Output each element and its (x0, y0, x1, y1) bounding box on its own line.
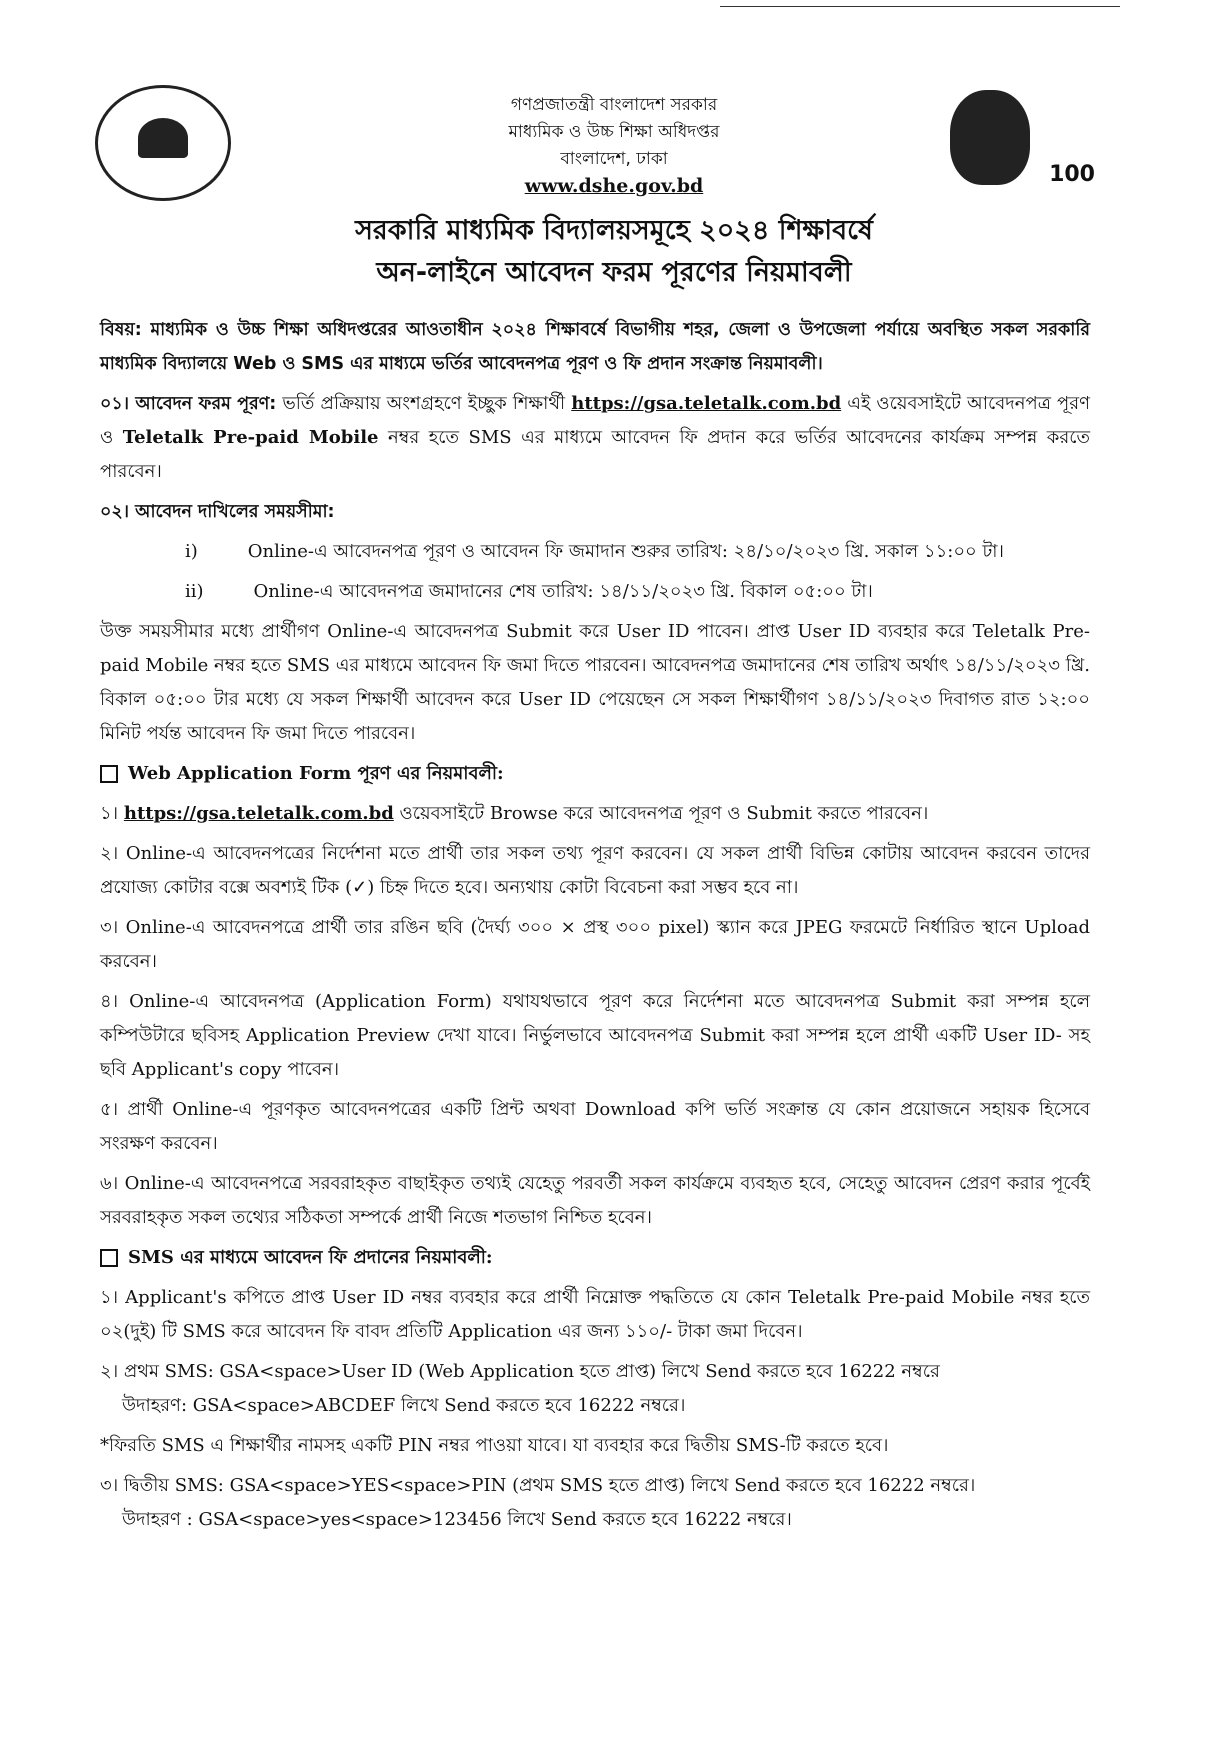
sms-heading-text: SMS এর মাধ্যমে আবেদন ফি প্রদানের নিয়মাবলী: (128, 1247, 493, 1268)
title-line-2: অন-লাইনে আবেদন ফরম পূরণের নিয়মাবলী (376, 257, 852, 288)
web-item (100, 911, 1090, 979)
letterhead (0, 92, 1228, 200)
item-text: Online-এ আবেদনপত্রে সরবরাহকৃত বাছাইকৃত তথ্যই যেহেতু পরবর্তী সকল কার্যক্রমে ব্যবহৃত হবে, সেহেতু আবেদন প্রেরণ করার পূর্বেই সরবরাহকৃত সকল তথ্যের সঠিকতা সম্পর্কে প্রার্থী নিজে শতভাগ নিশ্চিত হবেন। (100, 1173, 1090, 1228)
web-heading-text: Web Application Form পূরণ এর নিয়মাবলী: (128, 763, 504, 784)
section-1-text-2: এই ওয়েবসাইটে আবেদনপত্র পূরণ ও (100, 393, 1090, 448)
section-1-text: ভর্তি প্রক্রিয়ায় অংশগ্রহণে ইচ্ছুক শিক্ষার্থী (282, 393, 566, 414)
mujib-100-logo: 100 (925, 85, 1095, 195)
section-1-label: ০১। আবেদন ফরম পূরণ: (100, 394, 277, 414)
section-2-label: ০২। আবেদন দাখিলের সময়সীমা: (100, 502, 335, 522)
title-line-1: সরকারি মাধ্যমিক বিদ্যালয়সমূহে ২০২৪ শিক্ষাবর্ষে (355, 215, 873, 246)
item-num: ১। (100, 803, 119, 824)
item-text: Online-এ আবেদনপত্র জমাদানের শেষ তারিখ: ১৪/১১/২০২৩ খ্রি. বিকাল ০৫:০০ টা। (253, 581, 873, 602)
checkbox-icon (100, 1249, 118, 1267)
sms-item-3-example: উদাহরণ : GSA<space>yes<space>123456 লিখে Send করতে হবে 16222 নম্বরে। (122, 1509, 792, 1530)
page-title (0, 210, 1228, 294)
mobile-operator: Teletalk Pre-paid Mobile (122, 427, 379, 448)
website-link[interactable]: www.dshe.gov.bd (524, 175, 704, 197)
item-num: ৫। (100, 1099, 119, 1120)
item-num: ২। (100, 843, 119, 864)
item-text: প্রার্থী Online-এ পূরণকৃত আবেদনপত্রের একটি প্রিন্ট অথবা Download কপি ভর্তি সংক্রান্ত যে কোন প্রয়োজনে সহায়ক হিসেবে সংরক্ষণ করবেন। (100, 1099, 1090, 1154)
directorate-name: মাধ্যমিক ও উচ্চ শিক্ষা অধিদপ্তর (508, 122, 720, 142)
deadline-item (100, 575, 1090, 609)
deadline-note: উক্ত সময়সীমার মধ্যে প্রার্থীগণ Online-এ আবেদনপত্র Submit করে User ID পাবেন। প্রাপ্ত User ID ব্যবহার করে Teletalk Pre-paid Mobile নম্বর হতে SMS এর মাধ্যমে আবেদন ফি জমা দিতে পারবেন। আবেদনপত্র জমাদানের শেষ তারিখ অর্থাৎ ১৪/১১/২০২৩ খ্রি. বিকাল ০৫:০০ টার মধ্যে যে সকল শিক্ষার্থী আবেদন করে User ID পেয়েছেন সে সকল শিক্ষার্থীগণ ১৪/১১/২০২৩ দিবাগত রাত ১২:০০ মিনিট পর্যন্ত আবেদন ফি জমা দিতে পারবেন। (100, 621, 1090, 744)
web-item (100, 837, 1090, 905)
sms-item-2: ২। প্রথম SMS: GSA<space>User ID (Web Application হতে প্রাপ্ত) লিখে Send করতে হবে 16222 নম্বরে (100, 1361, 940, 1382)
web-heading (100, 757, 1090, 791)
scan-edge-line (720, 6, 1120, 7)
web-item (100, 1167, 1090, 1235)
item-num: ৪। (100, 991, 119, 1012)
item-num: i) (185, 541, 198, 562)
sms-item-3: ৩। দ্বিতীয় SMS: GSA<space>YES<space>PIN (প্রথম SMS হতে প্রাপ্ত) লিখে Send করতে হবে 16222 নম্বরে। (100, 1475, 976, 1496)
checkbox-icon (100, 765, 118, 783)
web-item (100, 1093, 1090, 1161)
item-num: ৬। (100, 1173, 119, 1194)
teletalk-link[interactable]: https://gsa.teletalk.com.bd (571, 393, 842, 414)
item-text: Online-এ আবেদনপত্রে প্রার্থী তার রঙিন ছবি (দৈর্ঘ্য ৩০০ × প্রস্থ ৩০০ pixel) স্ক্যান করে JPEG ফরমেটে নির্ধারিত স্থানে Upload করবেন। (100, 917, 1090, 972)
document-body (100, 313, 1090, 1543)
web-item (100, 985, 1090, 1087)
deadline-item (100, 535, 1090, 569)
govt-name: গণপ্রজাতন্ত্রী বাংলাদেশ সরকার (510, 95, 718, 115)
sms-heading (100, 1241, 1090, 1275)
sms-item-1: ১। Applicant's কপিতে প্রাপ্ত User ID নম্বর ব্যবহার করে প্রার্থী নিম্নোক্ত পদ্ধতিতে যে কোন Teletalk Pre-paid Mobile নম্বর হতে ০২(দুই) টি SMS করে আবেদন ফি বাবদ প্রতিটি Application এর জন্য ১১০/- টাকা জমা দিবেন। (100, 1287, 1090, 1342)
location: বাংলাদেশ, ঢাকা (560, 149, 668, 169)
subject: বিষয়: মাধ্যমিক ও উচ্চ শিক্ষা অধিদপ্তরের আওতাধীন ২০২৪ শিক্ষাবর্ষে বিভাগীয় শহর, জেলা ও উপজেলা পর্যায়ে অবস্থিত সকল সরকারি মাধ্যমিক বিদ্যালয়ে Web ও SMS এর মাধ্যমে ভর্তির আবেদনপত্র পূরণ ও ফি প্রদান সংক্রান্ত নিয়মাবলী। (100, 320, 1090, 374)
item-text: Online-এ আবেদনপত্র (Application Form) যথাযথভাবে পূরণ করে নির্দেশনা মতে আবেদনপত্র Submit করা সম্পন্ন হলে কম্পিউটারে ছবিসহ Application Preview দেখা যাবে। নির্ভুলভাবে আবেদনপত্র Submit করা সম্পন্ন হলে প্রার্থী একটি User ID- সহ ছবি Applicant's copy পাবেন। (100, 991, 1090, 1080)
web-item (100, 797, 1090, 831)
item-num: ৩। (100, 917, 119, 938)
teletalk-link[interactable]: https://gsa.teletalk.com.bd (123, 803, 394, 824)
sms-note: *ফিরতি SMS এ শিক্ষার্থীর নামসহ একটি PIN নম্বর পাওয়া যাবে। যা ব্যবহার করে দ্বিতীয় SMS-টি করতে হবে। (100, 1435, 889, 1456)
item-num: ii) (185, 581, 204, 602)
item-text: Online-এ আবেদনপত্রের নির্দেশনা মতে প্রার্থী তার সকল তথ্য পূরণ করবেন। যে সকল প্রার্থী বিভিন্ন কোটায় আবেদন করবেন তাদের প্রযোজ্য কোটার বক্সে অবশ্যই টিক (✓) চিহ্ন দিতে হবে। অন্যথায় কোটা বিবেচনা করা সম্ভব হবে না। (100, 843, 1090, 898)
sms-item-2-example: উদাহরণ: GSA<space>ABCDEF লিখে Send করতে হবে 16222 নম্বরে। (122, 1395, 686, 1416)
section-1-text-3: নম্বর হতে SMS এর মাধ্যমে আবেদন ফি প্রদান করে ভর্তির আবেদনের কার্যক্রম সম্পন্ন করতে পারবেন। (100, 427, 1090, 482)
section-1 (100, 387, 1090, 489)
item-text: ওয়েবসাইটে Browse করে আবেদনপত্র পূরণ ও Submit করতে পারবেন। (399, 803, 929, 824)
item-text: Online-এ আবেদনপত্র পূরণ ও আবেদন ফি জমাদান শুরুর তারিখ: ২৪/১০/২০২৩ খ্রি. সকাল ১১:০০ টা। (247, 541, 1004, 562)
